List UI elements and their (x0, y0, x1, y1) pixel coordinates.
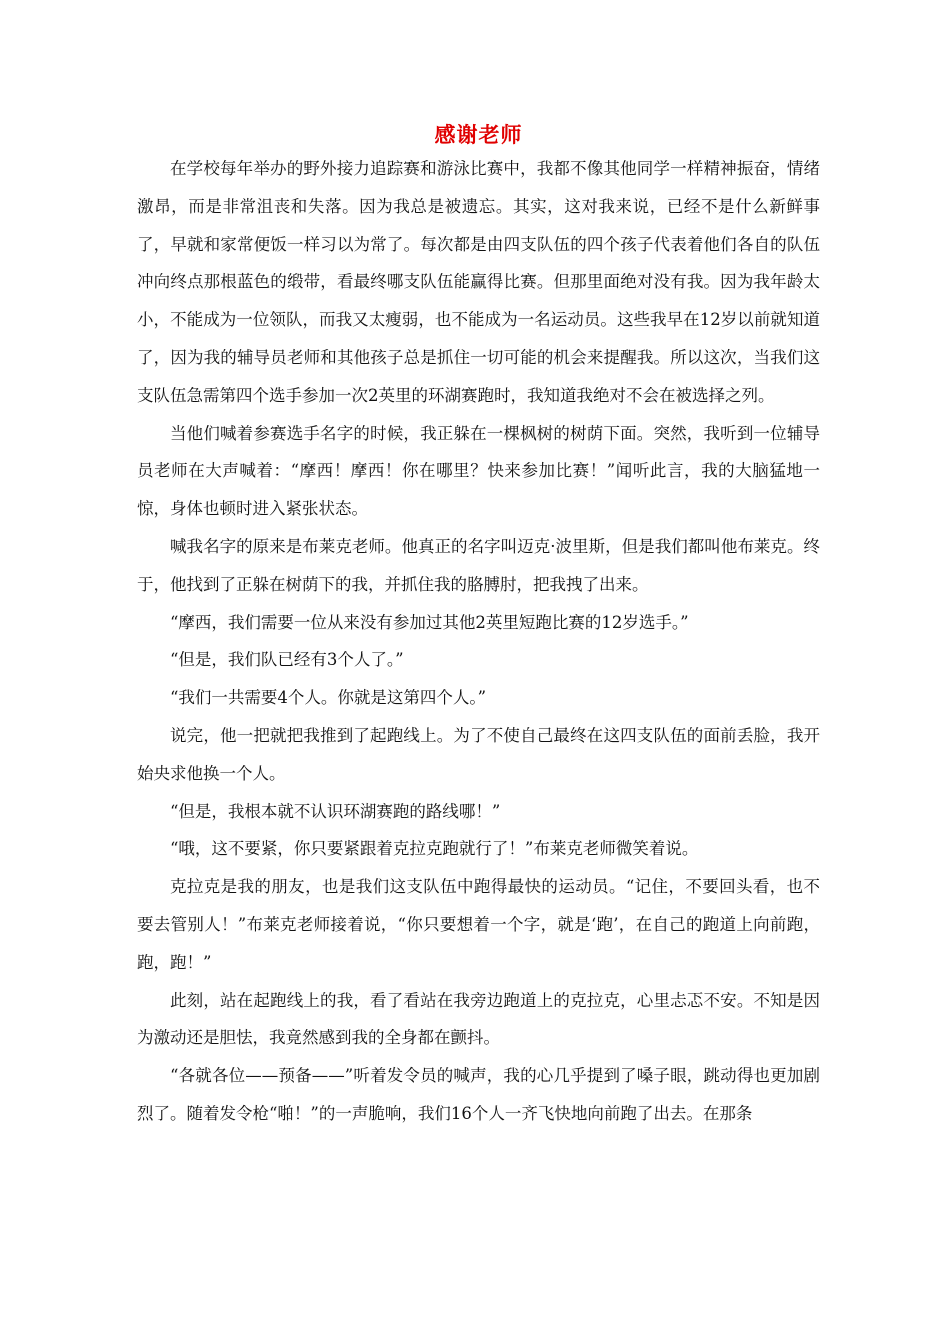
paragraph-3: 喊我名字的原来是布莱克老师。他真正的名字叫迈克·波里斯，但是我们都叫他布莱克。终于，他找到了正躲在树荫下的我，并抓住我的胳膊肘，把我拽了出来。 (137, 536, 820, 594)
paragraph-6: “我们一共需要4个人。你就是这第四个人。” (170, 688, 487, 708)
paragraph-1: 在学校每年举办的野外接力追踪赛和游泳比赛中，我都不像其他同学一样精神振奋，情绪激昂，而是非常沮丧和失落。因为我总是被遗忘。其实，这对我来说，已经不是什么新鲜事了，早就和家常便饭一样习以为常了。每次都是由四支队伍的四个孩子代表着他们各自的队伍冲向终点那根蓝色的缎带，看最终哪支队伍能赢得比赛。但那里面绝对没有我。因为我年龄太小，不能成为一位领队，而我又太瘦弱，也不能成为一名运动员。这些我早在12岁以前就知道了，因为我的辅导员老师和其他孩子总是抓住一切可能的机会来提醒我。所以这次，当我们这支队伍急需第四个选手参加一次2英里的环湖赛跑时，我知道我绝对不会在被选择之列。 (137, 159, 820, 405)
document-page (137, 120, 820, 1133)
paragraph-11: 此刻，站在起跑线上的我，看了看站在我旁边跑道上的克拉克，心里忐忑不安。不知是因为激动还是胆怯，我竟然感到我的全身都在颤抖。 (137, 990, 820, 1048)
paragraph-7: 说完，他一把就把我推到了起跑线上。为了不使自己最终在这四支队伍的面前丢脸，我开始央求他换一个人。 (137, 725, 820, 783)
paragraph-4: “摩西，我们需要一位从来没有参加过其他2英里短跑比赛的12岁选手。” (170, 612, 689, 632)
paragraph-2: 当他们喊着参赛选手名字的时候，我正躲在一棵枫树的树荫下面。突然，我听到一位辅导员老师在大声喊着：“摩西！摩西！你在哪里？快来参加比赛！”闻听此言，我的大脑猛地一惊，身体也顿时进入紧张状态。 (137, 423, 820, 519)
paragraph-12: “各就各位——预备——”听着发令员的喊声，我的心几乎提到了嗓子眼，跳动得也更加剧烈了。随着发令枪“啪！”的一声脆响，我们16个人一齐飞快地向前跑了出去。在那条 (137, 1066, 820, 1123)
document-title: 感谢老师 (434, 122, 523, 147)
paragraph-5: “但是，我们队已经有3个人了。” (170, 650, 404, 670)
paragraph-10: 克拉克是我的朋友，也是我们这支队伍中跑得最快的运动员。“记住，不要回头看，也不要去管别人！”布莱克老师接着说，“你只要想着一个字，就是‘跑’，在自己的跑道上向前跑，跑，跑！” (137, 877, 820, 972)
paragraph-9: “哦，这不要紧，你只要紧跟着克拉克跑就行了！”布莱克老师微笑着说。 (170, 839, 699, 859)
paragraph-8: “但是，我根本就不认识环湖赛跑的路线哪！” (170, 801, 501, 821)
